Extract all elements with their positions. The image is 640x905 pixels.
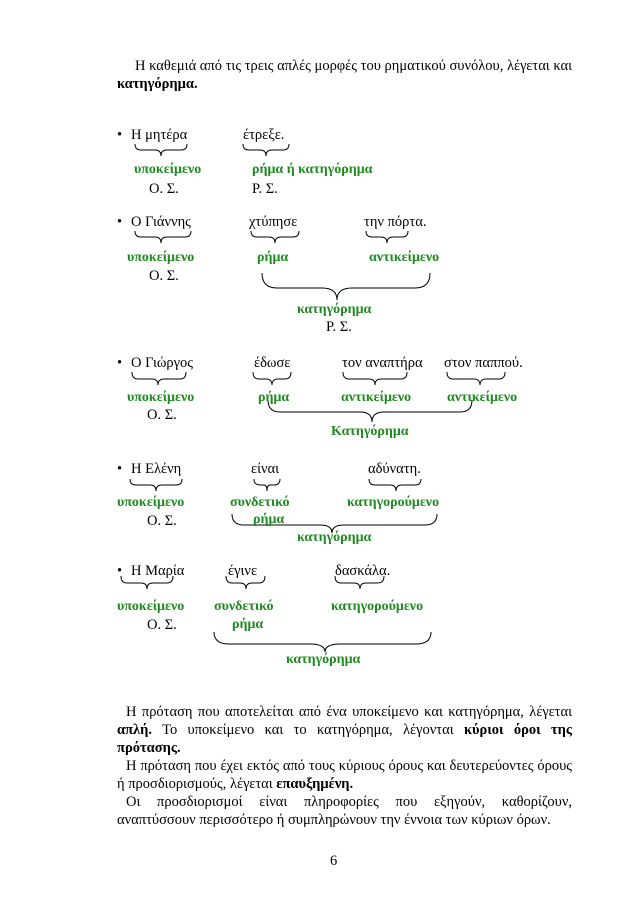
ex5-word-subject: Η Μαρία [131,563,185,579]
ex3-word-object1: τον αναπτήρα [342,355,423,371]
ex4-word-subject: Η Ελένη [131,461,182,477]
intro-term: κατηγόρημα. [117,76,198,92]
intro-text: Η καθεμιά από τις τρεις απλές μορφές του ρηματικού συνόλου, λέγεται και [135,58,572,74]
brace-ex2-subject [135,231,191,243]
ex3-label-verb: ρήμα [258,390,290,405]
ex2-abbrev-vp: Ρ. Σ. [326,319,352,335]
ex2-word-subject: Ο Γιάννης [131,214,191,230]
ex4-word-complement: αδύνατη. [368,461,421,477]
brace-ex5-predicate [214,632,431,652]
brace-ex2-verb [251,231,299,243]
ex4-abbrev-np: Ο. Σ. [147,513,177,529]
ex2-label-object: αντικείμενο [369,250,440,265]
paragraph-simple-sentence: Η πρόταση που αποτελείται από ένα υποκείμενο και κατηγόρημα, λέγεται απλή. Το υποκείμενο και το κατηγόρημα, λέγονται κύριοι όροι της πρότασης. [117,704,572,756]
brace-ex3-object2 [447,372,505,385]
ex3-group-label: Κατηγόρημα [331,424,409,439]
ex3-word-object2: στον παππού. [444,355,523,371]
ex2-word-verb: χτύπησε [249,214,298,230]
ex1-label-subject: υποκείμενο [134,162,202,177]
ex1-word-verb: έτρεξε. [243,127,285,143]
ex5-label-linking: συνδετικό [214,599,274,614]
brace-ex2-object [366,231,408,243]
paragraph-extended-sentence: Η πρόταση που έχει εκτός από τους κύριους όρους και δευτερεύοντες όρους ή προσδιορισμούς, λέγεται επαυξημένη. [117,758,572,792]
ex4-word-verb: είναι [251,461,280,477]
ex4-label-linking: συνδετικό [230,495,290,510]
ex2-label-subject: υποκείμενο [127,250,195,265]
brace-ex1-subject [135,144,187,156]
ex2-group-label: κατηγόρημα [297,302,372,317]
ex1-abbrev-vp: Ρ. Σ. [252,181,278,197]
ex3-label-object2: αντικείμενο [447,390,518,405]
intro-paragraph [117,57,572,93]
ex3-abbrev-np: Ο. Σ. [147,407,177,423]
brace-ex4-complement [369,479,421,491]
ex5-abbrev-np: Ο. Σ. [147,617,177,633]
bullet-ex4: • [117,461,123,477]
bullet-ex2: • [117,214,123,230]
bullet-ex3: • [117,355,123,371]
ex1-label-verb: ρήμα ή κατηγόρημα [252,162,373,177]
ex4-label-complement: κατηγορούμενο [347,495,440,510]
brace-ex3-subject [132,372,186,385]
ex1-word-subject: Η μητέρα [131,127,188,143]
brace-ex4-verb [254,479,280,491]
brace-ex4-subject [130,479,182,491]
brace-ex2-predicate [262,273,430,300]
brace-ex3-verb [253,372,291,385]
closing-paragraphs [117,703,572,829]
ex2-label-verb: ρήμα [257,250,289,265]
bullet-ex5: • [117,563,123,579]
brace-ex3-object1 [343,372,407,385]
ex5-group-label: κατηγόρημα [286,652,361,667]
ex3-label-subject: υποκείμενο [127,390,195,405]
bullet-ex1: • [117,127,123,143]
ex4-label-subject: υποκείμενο [117,495,185,510]
ex1-abbrev-np: Ο. Σ. [149,181,179,197]
ex5-label-complement: κατηγορούμενο [331,599,424,614]
ex2-word-object: την πόρτα. [364,214,427,230]
brace-ex1-verb [243,144,289,156]
ex2-abbrev-np: Ο. Σ. [149,268,179,284]
ex5-word-complement: δασκάλα. [335,563,391,579]
ex3-label-object1: αντικείμενο [341,390,412,405]
ex5-word-verb: έγινε [228,563,258,579]
ex5-label-verb: ρήμα [232,617,264,632]
page-number: 6 [330,853,338,869]
ex4-group-label: κατηγόρημα [297,530,372,545]
paragraph-modifiers: Οι προσδιορισμοί είναι πληροφορίες που εξηγούν, καθορίζουν, αναπτύσσουν περισσότερο ή συμπληρώνουν την έννοια των κύριων όρων. [117,794,572,828]
ex4-label-verb: ρήμα [253,512,285,527]
ex3-word-subject: Ο Γιώργος [131,355,194,371]
ex3-word-verb: έδωσε [254,355,291,371]
ex5-label-subject: υποκείμενο [117,599,185,614]
